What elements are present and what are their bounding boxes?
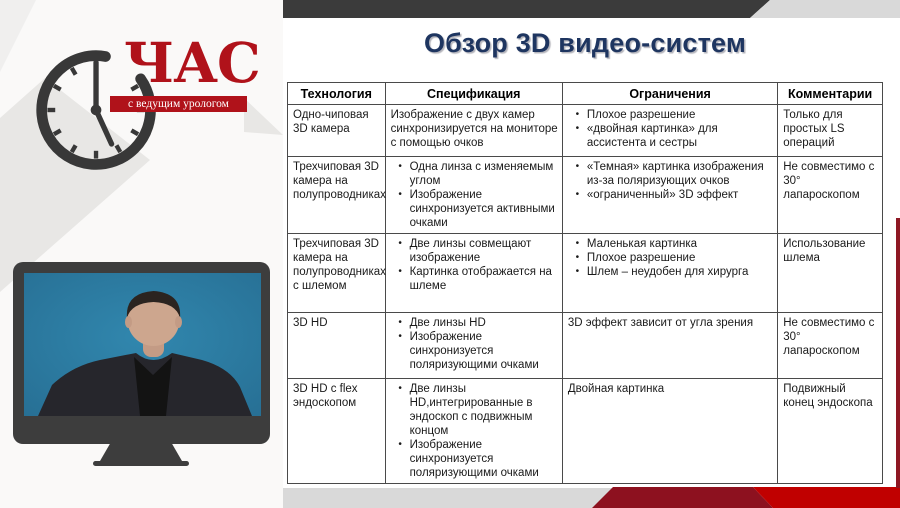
table-cell bbox=[385, 234, 562, 313]
table-cell bbox=[385, 157, 562, 234]
header-row bbox=[288, 83, 883, 105]
bullet-icon: • bbox=[398, 331, 402, 343]
bullet-text: Одна линза с изменяемым углом bbox=[409, 161, 554, 188]
column-header: Технология bbox=[288, 83, 386, 105]
bullet-text: Плохое разрешение bbox=[586, 109, 696, 121]
right-edge-red-strip bbox=[896, 218, 900, 488]
bullet-icon: • bbox=[398, 439, 402, 451]
table-cell bbox=[562, 379, 777, 484]
bullet-icon: • bbox=[575, 252, 580, 264]
bullet-icon: • bbox=[398, 383, 402, 395]
table-cell: Одно-чиповая 3D камера bbox=[288, 105, 386, 157]
bullet-text: Картинка отображается на шлеме bbox=[409, 266, 552, 293]
slide-title: Обзор 3D видео-систем bbox=[423, 28, 747, 58]
table-cell bbox=[562, 105, 777, 157]
bullet-text: «Темная» картинка изображения из-за поляризующих очков bbox=[586, 161, 764, 188]
table-row bbox=[288, 379, 883, 484]
column-header: Комментарии bbox=[778, 83, 883, 105]
table-cell bbox=[562, 313, 777, 379]
bottom-bright-red-band bbox=[753, 487, 900, 508]
bullet-icon: • bbox=[398, 317, 402, 329]
cell-text: 3D эффект зависит от угла зрения bbox=[567, 317, 754, 330]
table-row bbox=[288, 157, 883, 234]
speaker-video bbox=[24, 273, 261, 416]
table-cell bbox=[385, 379, 562, 484]
table-cell: Не совместимо с 30° лапароскопом bbox=[778, 313, 883, 379]
bullet-icon: • bbox=[575, 161, 580, 172]
bottom-gray-band bbox=[283, 488, 613, 508]
table-cell: Трехчиповая 3D камера на полупроводниках с шлемом bbox=[288, 234, 386, 313]
bullet-text: «ограниченный» 3D эффект bbox=[586, 189, 739, 202]
bullet-text: Плохое разрешение bbox=[586, 252, 696, 265]
brand-tagline: с ведущим урологом bbox=[110, 96, 247, 112]
spec-table bbox=[287, 82, 883, 484]
bullet-text: Изображение синхронизуется поляризующими очками bbox=[409, 331, 539, 372]
bullet-icon: • bbox=[398, 189, 402, 201]
top-charcoal-band bbox=[283, 0, 770, 18]
monitor-stand bbox=[100, 444, 182, 461]
bullet-icon: • bbox=[575, 238, 580, 250]
bullet-text: Изображение синхронизуется поляризующими очками bbox=[409, 439, 539, 480]
table-cell: Использование шлема bbox=[778, 234, 883, 313]
bullet-text: «двойная картинка» для ассистента и сестры bbox=[586, 123, 718, 150]
bullet-text: Две линзы HD,интегрированные в эндоскоп с подвижным концом bbox=[409, 383, 533, 438]
cell-text: Двойная картинка bbox=[567, 383, 665, 396]
column-header: Спецификация bbox=[385, 83, 562, 105]
bullet-text: Маленькая картинка bbox=[586, 238, 698, 251]
bullet-icon: • bbox=[398, 266, 402, 278]
speaker-silhouette bbox=[24, 273, 261, 416]
monitor-base bbox=[93, 461, 189, 466]
cell-text: Изображение с двух камер синхронизируется на мониторе с помощью очков bbox=[390, 109, 558, 150]
table-cell bbox=[562, 157, 777, 234]
bullet-text: Две линзы совмещают изображение bbox=[409, 238, 532, 265]
table-cell: 3D HD bbox=[288, 313, 386, 379]
corner-shadow bbox=[0, 0, 36, 72]
table-cell bbox=[385, 105, 562, 157]
table-cell: Не совместимо с 30° лапароскопом bbox=[778, 157, 883, 234]
top-gray-band bbox=[750, 0, 900, 18]
bullet-icon: • bbox=[575, 123, 580, 135]
table-cell: Трехчиповая 3D камера на полупроводниках bbox=[288, 157, 386, 234]
table-cell: Только для простых LS операций bbox=[778, 105, 883, 157]
table-cell bbox=[385, 313, 562, 379]
column-header: Ограничения bbox=[562, 83, 777, 105]
table-row bbox=[288, 234, 883, 313]
table-cell: Подвижный конец эндоскопа bbox=[778, 379, 883, 484]
left-panel bbox=[0, 0, 283, 508]
bullet-icon: • bbox=[575, 189, 580, 201]
brand-title: ЧАС bbox=[124, 30, 260, 95]
table-cell bbox=[562, 234, 777, 313]
table-row bbox=[288, 313, 883, 379]
table-row bbox=[288, 105, 883, 157]
bullet-icon: • bbox=[398, 161, 402, 172]
bullet-icon: • bbox=[575, 266, 580, 278]
bullet-text: Изображение синхронизуется активными очками bbox=[409, 189, 555, 230]
table-cell: 3D HD с flex эндоскопом bbox=[288, 379, 386, 484]
bullet-text: Две линзы HD bbox=[409, 317, 486, 330]
bullet-text: Шлем – неудобен для хирурга bbox=[586, 266, 749, 279]
bullet-icon: • bbox=[398, 238, 402, 250]
bottom-dark-red-band bbox=[592, 487, 773, 508]
bullet-icon: • bbox=[575, 109, 580, 120]
